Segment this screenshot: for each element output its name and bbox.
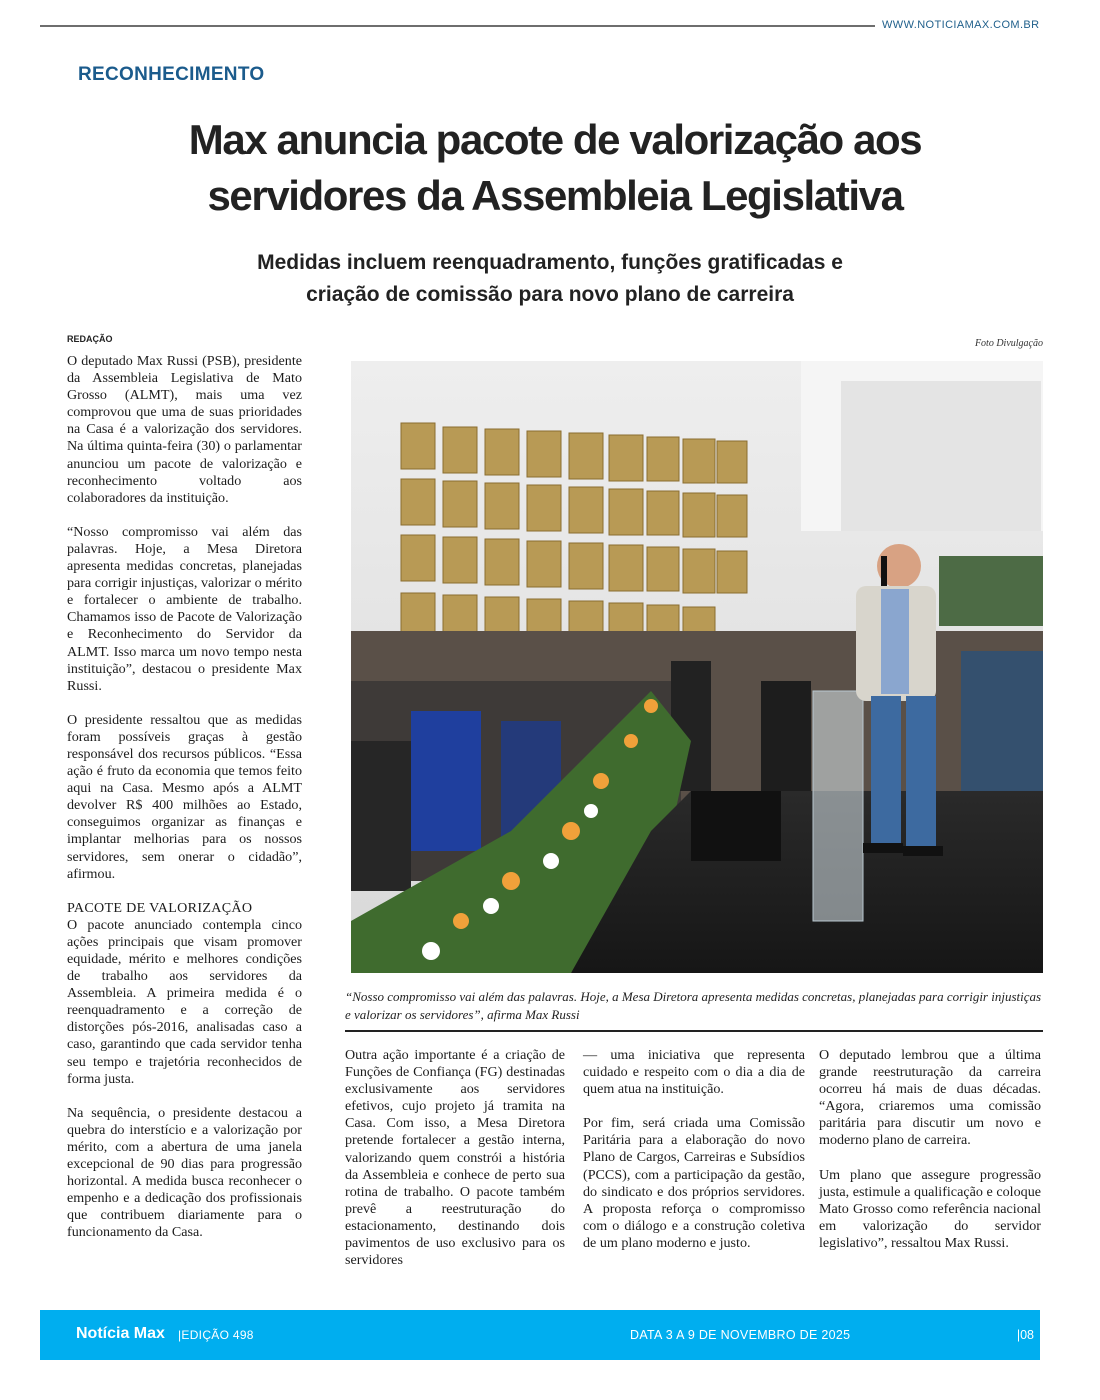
paragraph-with-subhead: [67, 900, 302, 1088]
paragraph: “Nosso compromisso vai além das palavras. Hoje, a Mesa Diretora apresenta medidas concretas, planejadas para corrigir injustiças, valorizar o mérito e fortalecer o ambiente de trabalho. Chamamos isso de Pacote de Valorização e Reconhecimento do Servidor da ALMT. Isso marca um novo tempo nesta instituição”, destacou o presidente Max Russi.: [67, 523, 302, 694]
headline-line-1: Max anuncia pacote de valorização aos: [188, 116, 922, 163]
top-rule: [40, 25, 875, 27]
subheadline-line-2: criação de comissão para novo plano de carreira: [306, 283, 794, 306]
footer-page-number: |08: [1016, 1328, 1034, 1342]
headline-line-2: servidores da Assembleia Legislativa: [207, 172, 903, 219]
article-column-c: [819, 1047, 1041, 1252]
footer-edition: |EDIÇÃO 498: [178, 1328, 254, 1342]
site-url: WWW.NOTICIAMAX.COM.BR: [882, 19, 1040, 31]
paragraph: Por fim, será criada uma Comissão Paritária para a elaboração do novo Plano de Cargos, Carreiras e Subsídios (PCCS), com a participação da gestão, do sindicato e dos próprios servidores. A proposta reforça o compromisso com o diálogo e a construção coletiva de um plano moderno e justo.: [583, 1115, 805, 1251]
article-photo: [351, 361, 1043, 973]
paragraph: Na sequência, o presidente destacou a quebra do interstício e a valorização por mérito, com a abertura de uma janela excepcional de 90 dias para progressão horizontal. A medida busca reconhecer o empenho e a dedicação dos profissionais que contribuem diariamente para o funcionamento da Casa.: [67, 1104, 302, 1241]
article-column-a: [345, 1047, 565, 1269]
paragraph: O presidente ressaltou que as medidas foram possíveis graças à gestão responsável dos recursos públicos. “Essa ação é fruto da economia que temos feito aqui na Casa. Mesmo após a ALMT devolver R$ 400 milhões ao Estado, conseguimos organizar as finanças e implantar melhorias para os nossos servidores, sem onerar o cidadão”, afirmou.: [67, 711, 302, 882]
paragraph: O deputado Max Russi (PSB), presidente da Assembleia Legislativa de Mato Grosso (ALMT), mais uma vez comprovou que uma de suas prioridades na Casa é a valorização dos servidores. Na última quinta-feira (30) o parlamentar anunciou um pacote de valorização e reconhecimento voltado aos colaboradores da instituição.: [67, 353, 302, 506]
photo-credit: Foto Divulgação: [974, 338, 1043, 349]
paragraph: O deputado lembrou que a última grande reestruturação da carreira ocorreu há mais de duas décadas. “Agora, criaremos uma comissão paritária para discutir um novo e moderno plano de carreira.: [819, 1047, 1041, 1149]
article-column-left: [67, 353, 302, 1242]
subheadline-line-1: Medidas incluem reenquadramento, funções gratificadas e: [257, 251, 843, 274]
section-label: RECONHECIMENTO: [78, 64, 265, 85]
subheadline: [150, 247, 950, 311]
acrylic-podium: [813, 691, 863, 921]
paragraph: Um plano que assegure progressão justa, estimule a qualificação e coloque Mato Grosso como referência nacional em valorização do servidor legislativo”, ressaltou Max Russi.: [819, 1166, 1041, 1251]
section-subhead: PACOTE DE VALORIZAÇÃO: [67, 899, 253, 916]
caption-divider: [345, 1030, 1043, 1032]
stage-speaker: [691, 791, 781, 861]
headline: [60, 112, 1050, 224]
event-photo-illustration: [351, 361, 1043, 973]
paragraph-text: O pacote anunciado contempla cinco ações principais que visam promover equidade, mérito e melhores condições de trabalho aos servidores da Assembleia. A primeira medida é o reenquadramento e a correção de distorções pós-2016, analisadas caso a caso, garantindo que cada servidor tenha seu tempo e trajetória reconhecidos de forma justa.: [67, 916, 302, 1087]
byline: REDAÇÃO: [67, 334, 113, 344]
article-column-b: [583, 1047, 805, 1252]
photo-caption: “Nosso compromisso vai além das palavras. Hoje, a Mesa Diretora apresenta medidas concretas, planejadas para corrigir injustiças e valorizar os servidores”, afirma Max Russi: [345, 989, 1042, 1022]
paragraph: — uma iniciativa que representa cuidado e respeito com o dia a dia de quem atua na instituição.: [583, 1047, 805, 1098]
footer-brand: Notícia Max: [76, 1325, 165, 1342]
page-footer: [40, 1310, 1040, 1360]
paragraph: Outra ação importante é a criação de Funções de Confiança (FG) destinadas exclusivamente aos servidores efetivos, cujo projeto já tramita na Casa. Com isso, a Mesa Diretora pretende fortalecer a gestão interna, valorizando quem constrói a história da Assembleia e conhece de perto sua rotina de trabalho. O pacote também prevê a reestruturação do estacionamento, destinando dois pavimentos de uso exclusivo para os servidores: [345, 1047, 565, 1269]
footer-date: DATA 3 A 9 DE NOVEMBRO DE 2025: [630, 1328, 851, 1342]
